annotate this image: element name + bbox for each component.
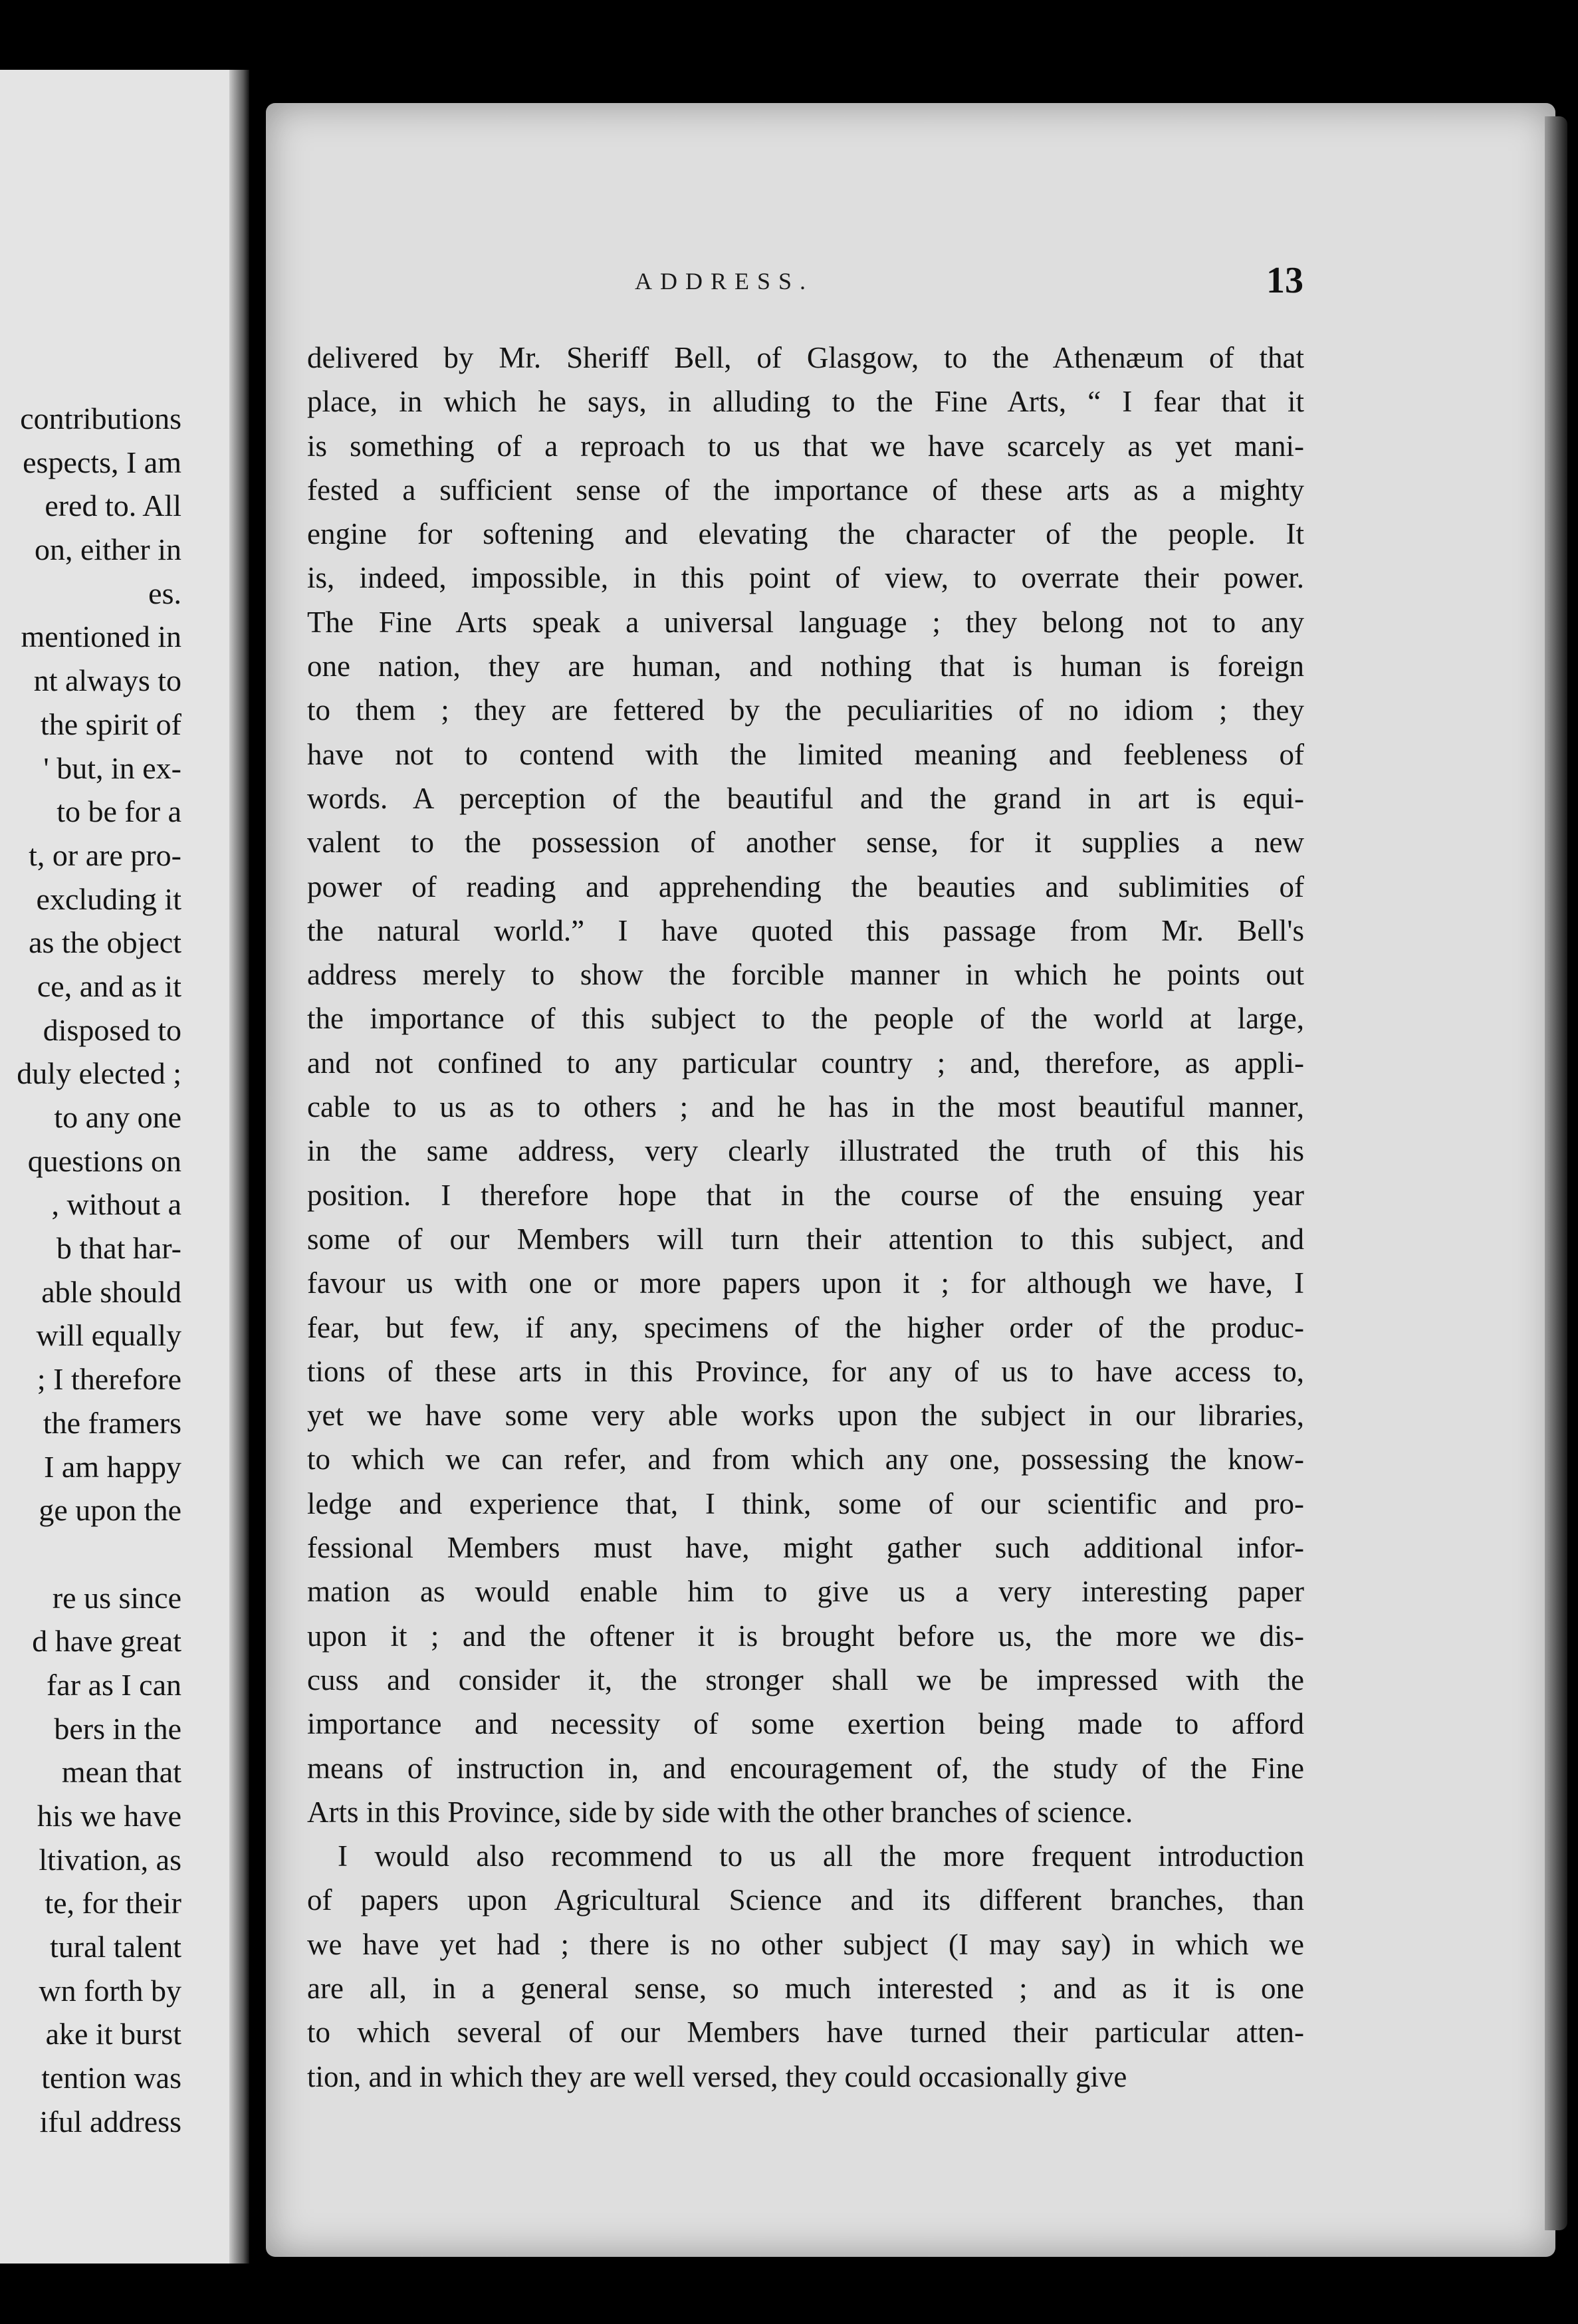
text-line: tions of these arts in this Province, for any of us to have access to, xyxy=(307,1354,1304,1388)
text-line: valent to the possession of another sense, for it supplies a new xyxy=(307,826,1304,860)
left-text-line: mean that xyxy=(61,1755,181,1790)
text-line: to which we can refer, and from which any one, possessing the know- xyxy=(307,1443,1304,1476)
left-text-line: able should xyxy=(41,1274,181,1309)
text-line: power of reading and apprehending the beauties and sublimities of xyxy=(307,870,1304,903)
page-gutter xyxy=(229,70,249,2264)
left-text-line: d have great xyxy=(32,1624,181,1659)
text-line: I would also recommend to us all the more frequent introduction xyxy=(338,1839,1304,1873)
text-line: cable to us as to others ; and he has in the most beautiful manner, xyxy=(307,1090,1304,1124)
text-line: mation as would enable him to give us a very interesting paper xyxy=(307,1575,1304,1609)
text-line: upon it ; and the oftener it is brought before us, the more we dis- xyxy=(307,1619,1304,1653)
text-line: fessional Members must have, might gather such additional infor- xyxy=(307,1531,1304,1565)
page-number: 13 xyxy=(1266,260,1303,301)
left-text-line: es. xyxy=(148,576,181,610)
left-text-line: to be for a xyxy=(56,794,181,829)
text-line: words. A perception of the beautiful and the grand in art is equi- xyxy=(307,781,1304,815)
left-text-line: te, for their xyxy=(45,1886,181,1920)
running-head: ADDRESS. xyxy=(635,268,814,294)
text-line: ledge and experience that, I think, some of our scientific and pro- xyxy=(307,1486,1304,1520)
text-line: in the same address, very clearly illustrated the truth of this his xyxy=(307,1134,1304,1168)
text-line: place, in which he says, in alluding to the Fine Arts, “ I fear that it xyxy=(307,385,1304,419)
left-text-line: mentioned in xyxy=(21,620,181,654)
text-line: have not to contend with the limited meaning and feebleness of xyxy=(307,737,1304,771)
text-line: of papers upon Agricultural Science and its different branches, than xyxy=(307,1883,1304,1917)
left-text-line: tural talent xyxy=(50,1930,181,1964)
text-line: fear, but few, if any, specimens of the higher order of the produc- xyxy=(307,1310,1304,1344)
text-line: Arts in this Province, side by side with the other branches of science. xyxy=(307,1795,1133,1829)
text-line: is something of a reproach to us that we have scarcely as yet mani- xyxy=(307,429,1304,463)
left-text-line: will equally xyxy=(36,1318,181,1353)
text-line: address merely to show the forcible manner in which he points out xyxy=(307,958,1304,992)
text-line: to them ; they are fettered by the peculiarities of no idiom ; they xyxy=(307,693,1304,727)
left-text-line: on, either in xyxy=(35,532,181,567)
left-text-line: iful address xyxy=(39,2104,181,2139)
text-line: the natural world.” I have quoted this passage from Mr. Bell's xyxy=(307,913,1304,947)
left-text-line: , without a xyxy=(51,1187,181,1222)
text-line: one nation, they are human, and nothing that is human is foreign xyxy=(307,649,1304,683)
text-line: The Fine Arts speak a universal language ; they belong not to any xyxy=(307,605,1304,639)
text-line: yet we have some very able works upon the subject in our libraries, xyxy=(307,1399,1304,1433)
left-page-fragment xyxy=(0,70,249,2264)
left-text-line: far as I can xyxy=(46,1667,181,1702)
text-line: is, indeed, impossible, in this point of view, to overrate their power. xyxy=(307,561,1304,595)
text-line: are all, in a general sense, so much interested ; and as it is one xyxy=(307,1971,1304,2005)
left-text-line: tention was xyxy=(41,2061,181,2095)
left-text-line: as the object xyxy=(29,925,181,960)
text-line: delivered by Mr. Sheriff Bell, of Glasgow, to the Athenæum of that xyxy=(307,341,1304,374)
left-text-line: his we have xyxy=(37,1799,181,1833)
left-text-line: to any one xyxy=(54,1100,181,1134)
text-line: position. I therefore hope that in the course of the ensuing year xyxy=(307,1178,1304,1212)
text-line: we have yet had ; there is no other subject (I may say) in which we xyxy=(307,1927,1304,1961)
left-text-line: ' but, in ex- xyxy=(43,751,181,785)
left-text-line: ake it burst xyxy=(45,2017,181,2051)
left-text-line: t, or are pro- xyxy=(29,838,181,872)
body-text xyxy=(307,336,1304,2099)
left-text-line: bers in the xyxy=(54,1711,181,1746)
text-line: importance and necessity of some exertion being made to afford xyxy=(307,1707,1304,1741)
left-page-text xyxy=(17,397,181,2144)
text-line: engine for softening and elevating the character of the people. It xyxy=(307,517,1304,551)
left-text-line: ge upon the xyxy=(39,1493,181,1528)
left-text-line: ered to. All xyxy=(45,489,181,523)
left-text-line xyxy=(17,1532,181,1576)
text-line: favour us with one or more papers upon it ; for although we have, I xyxy=(307,1266,1304,1300)
text-line: and not confined to any particular country ; and, therefore, as appli- xyxy=(307,1046,1304,1080)
left-text-line: wn forth by xyxy=(39,1973,181,2008)
left-text-line: I am happy xyxy=(44,1449,181,1484)
left-text-line: espects, I am xyxy=(23,445,181,479)
left-text-line: nt always to xyxy=(33,663,181,698)
left-text-line: the framers xyxy=(43,1405,181,1440)
text-line: fested a sufficient sense of the importance of these arts as a mighty xyxy=(307,473,1304,507)
left-text-line: re us since xyxy=(52,1580,181,1615)
left-text-line: ce, and as it xyxy=(37,969,181,1003)
left-text-line: disposed to xyxy=(43,1012,181,1047)
text-line: cuss and consider it, the stronger shall we be impressed with the xyxy=(307,1663,1304,1696)
left-text-line: questions on xyxy=(27,1143,181,1178)
left-text-line: excluding it xyxy=(36,881,181,916)
left-text-line: b that har- xyxy=(56,1231,181,1266)
text-line: tion, and in which they are well versed, they could occasionally give xyxy=(307,2059,1127,2093)
left-text-line: contributions xyxy=(20,402,181,435)
text-line: the importance of this subject to the people of the world at large, xyxy=(307,1002,1304,1036)
text-line: to which several of our Members have turned their particular atten- xyxy=(307,2016,1304,2049)
left-text-line: ; I therefore xyxy=(37,1362,181,1397)
left-text-line: duly elected ; xyxy=(17,1056,181,1091)
left-text-line: ltivation, as xyxy=(39,1842,181,1877)
text-line: means of instruction in, and encouragement of, the study of the Fine xyxy=(307,1751,1304,1785)
left-text-line: the spirit of xyxy=(40,707,181,741)
text-line: some of our Members will turn their attention to this subject, and xyxy=(307,1222,1304,1256)
